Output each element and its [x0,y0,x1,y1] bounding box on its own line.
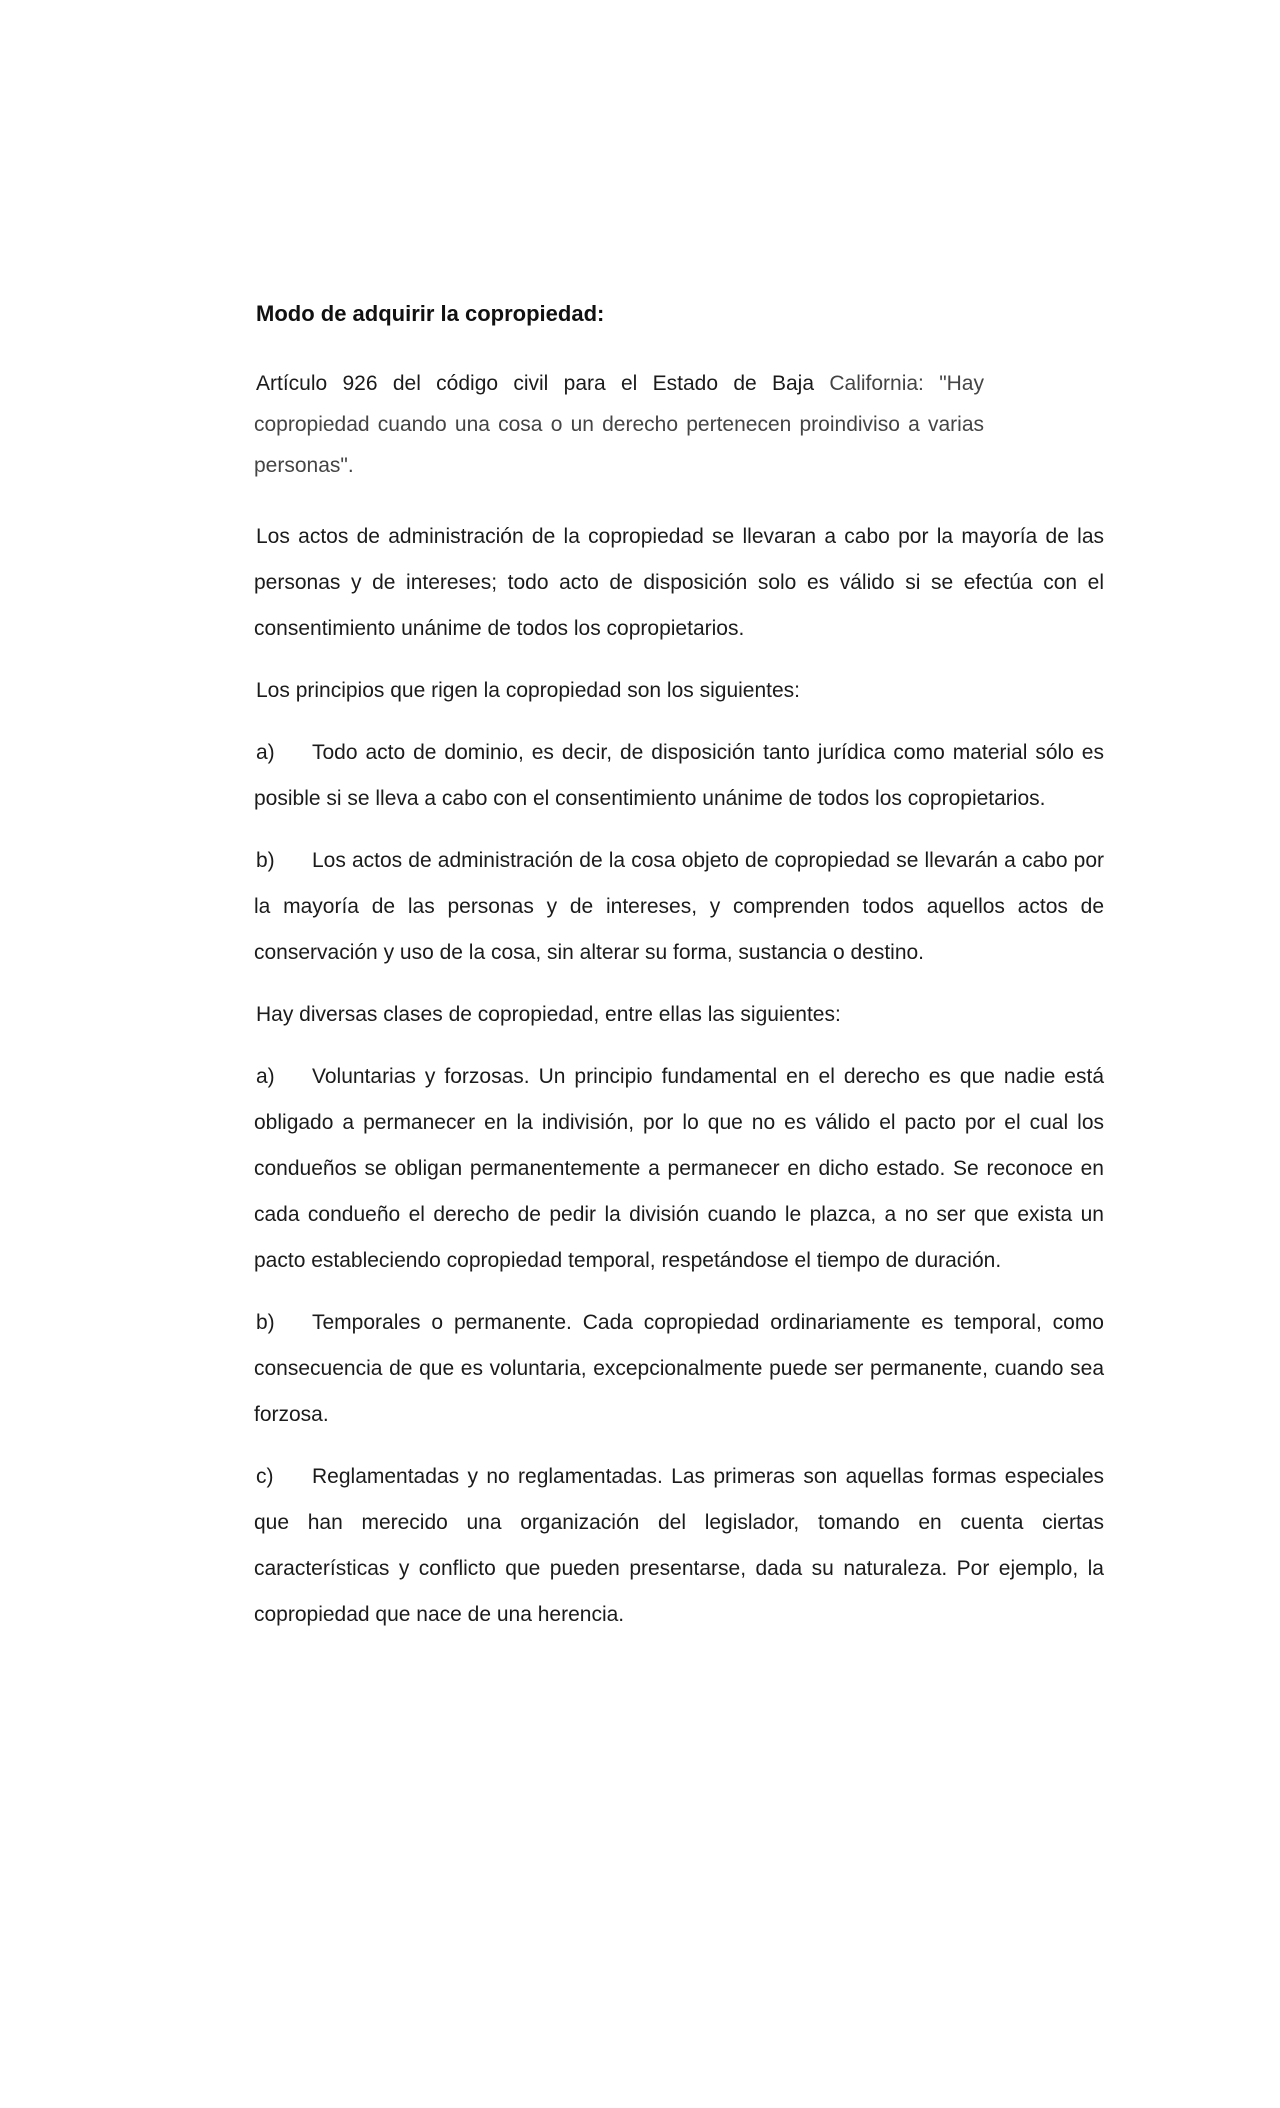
list-item-text: Todo acto de dominio, es decir, de disposición tanto jurídica como material sólo es posible si se lleva a cabo con el consentimiento unánime de todos los copropietarios. [254,741,1104,810]
list-marker: b) [256,849,275,872]
class-item-b [254,1300,1104,1438]
list-item-text: Temporales o permanente. Cada copropiedad ordinariamente es temporal, como consecuencia de que es voluntaria, excepcionalmente puede ser permanente, cuando sea forzosa. [254,1311,1104,1426]
list-marker: b) [256,1311,275,1334]
list-marker: a) [256,741,275,764]
section-heading: Modo de adquirir la copropiedad: [256,301,605,326]
class-item-c [254,1454,1104,1638]
article-quote [254,363,984,486]
classes-intro: Hay diversas clases de copropiedad, entre ellas las siguientes: [256,1003,841,1026]
article-citation: California: "Hay copropiedad cuando una cosa o un derecho pertenecen proindiviso a varias personas". [254,372,984,477]
list-marker: c) [256,1465,274,1488]
class-item-a [254,1054,1104,1284]
list-item-text: Los actos de administración de la cosa objeto de copropiedad se llevarán a cabo por la mayoría de las personas y de intereses, y comprenden todos aquellos actos de conservación y uso de la cosa, sin alterar su forma, sustancia o destino. [254,849,1104,964]
administration-paragraph: Los actos de administración de la copropiedad se llevaran a cabo por la mayoría de las personas y de intereses; todo acto de disposición solo es válido si se efectúa con el consentimiento unánime de todos los copropietarios. [254,525,1104,640]
list-marker: a) [256,1065,275,1088]
principles-intro: Los principios que rigen la copropiedad son los siguientes: [256,679,801,702]
document-body [254,298,1104,1638]
list-item-text: Reglamentadas y no reglamentadas. Las primeras son aquellas formas especiales que han merecido una organización del legislador, tomando en cuenta ciertas características y conflicto que pueden presentarse, dada su naturaleza. Por ejemplo, la copropiedad que nace de una herencia. [254,1465,1104,1626]
principle-item-b [254,838,1104,976]
list-item-text: Voluntarias y forzosas. Un principio fundamental en el derecho es que nadie está obligado a permanecer en la indivisión, por lo que no es válido el pacto por el cual los condueños se obligan permanentemente a permanecer en dicho estado. Se reconoce en cada condueño el derecho de pedir la división cuando le plazca, a no ser que exista un pacto estableciendo copropiedad temporal, respetándose el tiempo de duración. [254,1065,1104,1272]
principle-item-a [254,730,1104,822]
article-reference: Artículo 926 del código civil para el Estado de Baja [256,372,815,395]
